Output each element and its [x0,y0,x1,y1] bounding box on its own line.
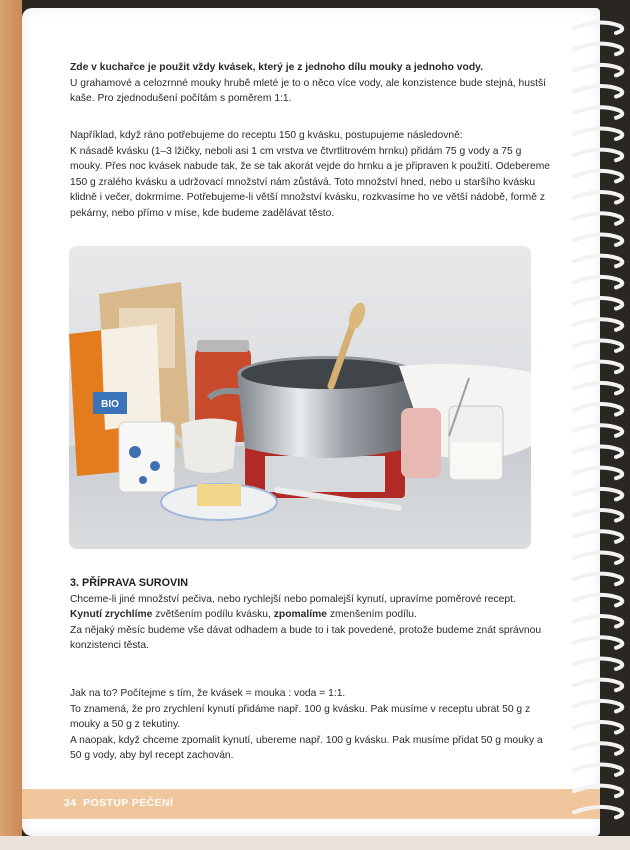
spiral-coil [574,786,622,797]
spiral-coil [574,298,622,309]
spiral-coil [574,574,622,585]
ratio-line-2: To znamená, že pro zrychlení kynutí přidáme např. 100 g kvásku. Pak musíme v receptu ubrat 50 g z mouky a 50 g z tekutiny. [70,703,531,730]
spiral-coil [574,616,622,627]
spiral-coil [574,86,622,97]
spiral-coil [574,277,622,288]
spiral-coil [574,44,622,55]
example-paragraph [70,128,552,221]
faster-rise-bold: Kynutí zrychlíme [70,609,153,620]
flowered-mug [119,422,175,492]
spiral-coil [574,340,622,351]
spiral-coil [574,489,622,500]
section-3 [70,576,552,654]
bio-label: BIO [101,399,119,410]
spiral-coil [574,807,622,818]
slower-rise-bold: zpomalíme [273,609,327,620]
table-surface [0,836,630,850]
spiral-coil [574,764,622,775]
spiral-coil [574,362,622,373]
slower-rise-text: zmenšením podílu. [326,609,417,620]
section-3-paragraph-1: Chceme-li jiné množství pečiva, nebo rychlejší nebo pomalejší kynutí, upravíme poměrové recept. [70,593,516,605]
spiral-coil [574,743,622,754]
faster-rise-text: zvětšením podílu kvásku, [152,609,274,620]
salt-jar [401,408,441,478]
spiral-coil [574,234,622,245]
intro-bold-line: Zde v kuchařce je použit vždy kvásek, který je z jednoho dílu mouky a jednoho vody. [70,62,483,73]
intro-paragraph [70,60,552,107]
book-page [22,8,600,836]
footer-label [64,797,173,809]
section-heading: 3. PŘÍPRAVA SUROVIN [70,577,188,589]
spiral-coil [574,446,622,457]
ingredients-photo [69,246,531,549]
spiral-coil [574,531,622,542]
spiral-coil [574,680,622,691]
butter [197,484,241,506]
spiral-coil [574,383,622,394]
spiral-coil [574,256,622,267]
spiral-coil [574,319,622,330]
spiral-coil [574,658,622,669]
chapter-title: POSTUP PEČENÍ [83,797,174,809]
spiral-coil [574,171,622,182]
page-footer [22,789,600,819]
ingredients-illustration [69,246,531,549]
example-intro: Například, když ráno potřebujeme do receptu 150 g kvásku, postupujeme následovně: [70,130,463,141]
spiral-coil [574,425,622,436]
spiral-coil [574,150,622,161]
example-text: K násadě kvásku (1–3 lžičky, neboli asi 1 cm vrstva ve čtvrtlitrovém hrnku) přidám 75 g vody a 75 g mouky. Přes noc kvásek nabude tak, že se tak akorát vejde do hrnku a je připraven k použití. Odebereme 150 g zralého kvásku a udržovací množství nám zůstává. Toto množství hned, nebo u staršího kvásku klidně i večer, dokrmíme. Potřebujeme-li větší množství kvásku, rozkvasíme ho ve větší nádobě, formě z pekárny, nebo přímo v míse, kde budeme zadělávat těsto. [70,145,551,219]
section-3-paragraph-3: Za nějaký měsíc budeme vše dávat odhadem a bude to i tak povedené, protože budeme znát správnou konzistenci těsta. [70,624,542,651]
spiral-coil [574,128,622,139]
book-edge [0,0,22,850]
section-3-paragraph-2 [70,607,552,623]
spiral-coil [574,595,622,606]
spiral-coil [574,107,622,118]
spiral-coil [574,213,622,224]
spiral-coil [574,22,622,33]
spiral-coil [574,404,622,415]
intro-text: U grahamové a celozrnné mouky hrubě mleté je to o něco více vody, ale konzistence bude stejná, hustší kaše. Pro zjednodušení počítám s poměrem 1:1. [70,77,547,104]
page-number: 34 [64,797,77,809]
spiral-coil [574,637,622,648]
spiral-coil [574,192,622,203]
spiral-coil [574,701,622,712]
spiral-coil [574,552,622,563]
spiral-coil [574,65,622,76]
ratio-line-3: A naopak, když chceme zpomalit kynutí, ubereme např. 100 g kvásku. Pak musíme přidat 50 g mouky a 50 g vody, aby byl recept zachován. [70,734,543,761]
ratio-explanation [70,686,552,764]
spiral-coil [574,510,622,521]
spiral-binding [570,14,630,824]
spiral-coil [574,468,622,479]
ratio-line-1: Jak na to? Počítejme s tím, že kvásek = mouka : voda = 1:1. [70,688,346,699]
small-bowl [181,418,237,473]
spiral-coil [574,722,622,733]
